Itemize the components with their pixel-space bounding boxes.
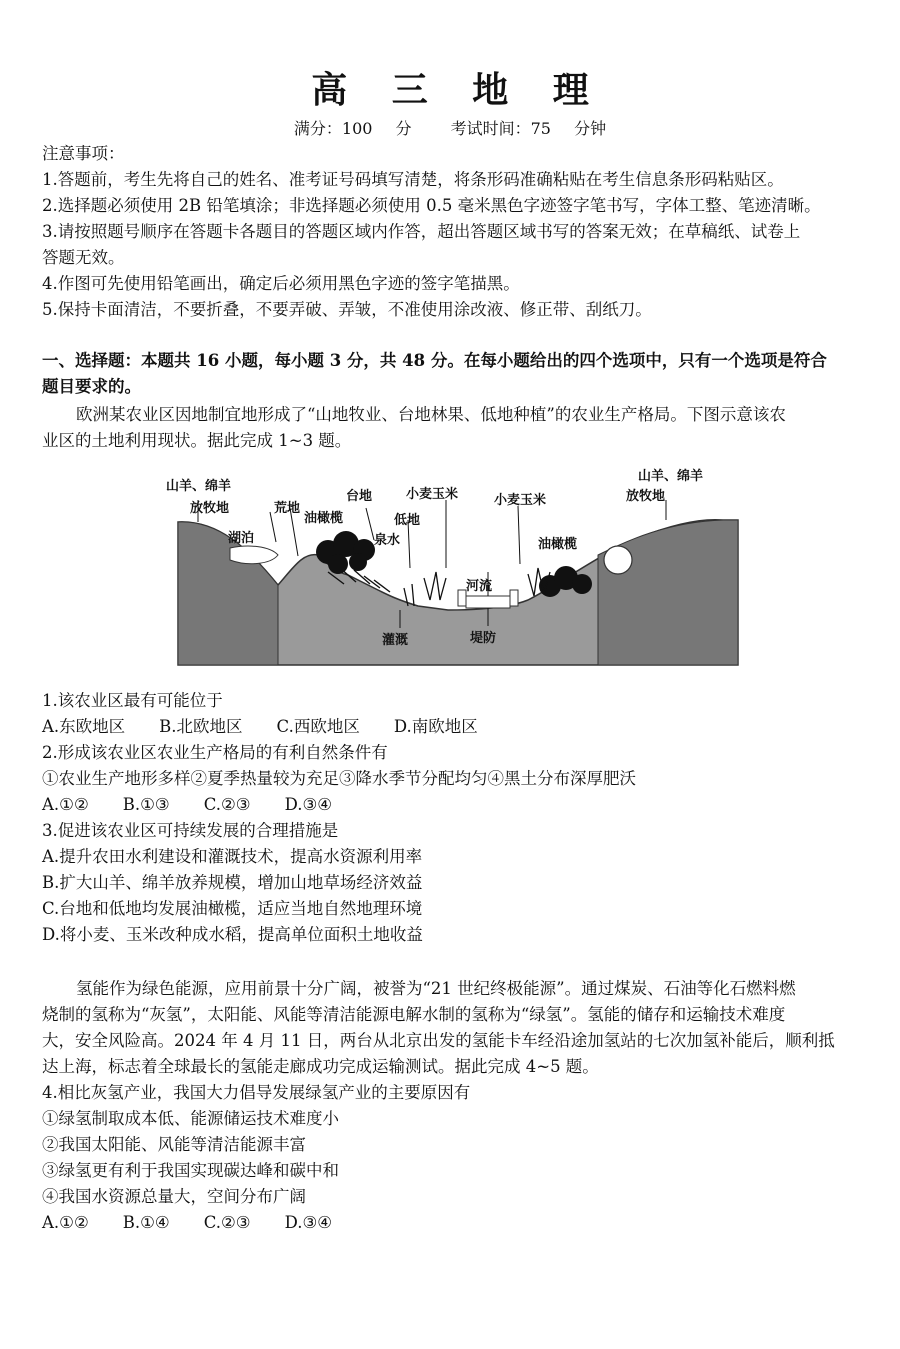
notice-item: 3.请按照题号顺序在答题卡各题目的答题区域内作答，超出答题区域书写的答案无效；在草稿纸、试卷上	[42, 222, 801, 241]
question-4-statement: ②我国太阳能、风能等清洁能源丰富	[42, 1135, 306, 1154]
question-2-statements: ①农业生产地形多样②夏季热量较为充足③降水季节分配均匀④黑土分布深厚肥沃	[42, 769, 636, 788]
question-3-option: B.扩大山羊、绵羊放养规模，增加山地草场经济效益	[42, 873, 423, 892]
label-terrace: 台地	[346, 489, 373, 504]
label-embankment: 堤防	[470, 631, 497, 646]
question-3-option: A.提升农田水利建设和灌溉技术，提高水资源利用率	[42, 847, 423, 866]
option: D.南欧地区	[393, 717, 478, 736]
question-1-options	[42, 714, 862, 740]
passage-intro: 欧洲某农业区因地制宜地形成了“山地牧业、台地林果、低地种植”的农业生产格局。下图示意该农	[76, 405, 786, 424]
passage-hydrogen-cont: 大，安全风险高。2024 年 4 月 11 日，两台从北京出发的氢能卡车经沿途加氢站的七次加氢补能后，顺利抵	[42, 1031, 835, 1050]
option: C.西欧地区	[276, 717, 360, 736]
label-lake: 湖泊	[228, 531, 255, 546]
notice-item: 5.保持卡面清洁，不要折叠，不要弄破、弄皱，不准使用涂改液、修正带、刮纸刀。	[42, 300, 652, 319]
passage-hydrogen-cont: 烧制的氢称为“灰氢”，太阳能、风能等清洁能源电解水制的氢称为“绿氢”。氢能的储存和运输技术难度	[42, 1005, 786, 1024]
option: B.①④	[122, 1213, 170, 1232]
label-goats-left: 山羊、绵羊	[166, 479, 232, 494]
embankment-left	[458, 590, 466, 606]
label-olive-right: 油橄榄	[538, 537, 578, 552]
label-pasture-right: 放牧地	[626, 489, 666, 504]
question-4-statement: ③绿氢更有利于我国实现碳达峰和碳中和	[42, 1161, 339, 1180]
option: A.东欧地区	[42, 717, 126, 736]
question-3: 3.促进该农业区可持续发展的合理措施是	[42, 821, 339, 840]
question-3-option: C.台地和低地均发展油橄榄，适应当地自然地理环境	[42, 899, 423, 918]
label-spring: 泉水	[374, 533, 401, 548]
notice-item: 1.答题前，考生先将自己的姓名、准考证号码填写清楚，将条形码准确粘贴在考生信息条形码粘贴区。	[42, 170, 784, 189]
option: A.①②	[42, 795, 89, 814]
label-wheat-corn-right: 小麦玉米	[494, 493, 547, 508]
question-1: 1.该农业区最有可能位于	[42, 691, 223, 710]
question-4-statement: ④我国水资源总量大，空间分布广阔	[42, 1187, 306, 1206]
passage-hydrogen: 氢能作为绿色能源，应用前景十分广阔，被誉为“21 世纪终极能源”。通过煤炭、石油等化石燃料燃	[76, 979, 796, 998]
notice-item: 2.选择题必须使用 2B 铅笔填涂；非选择题必须使用 0.5 毫米黑色字迹签字笔书写，字体工整、笔迹清晰。	[42, 196, 821, 215]
land-use-diagram	[166, 460, 738, 672]
option: B.①③	[122, 795, 170, 814]
question-4-options	[42, 1210, 862, 1236]
passage-intro-cont: 业区的土地利用现状。据此完成 1~3 题。	[42, 431, 352, 450]
question-3-option: D.将小麦、玉米改种成水稻，提高单位面积土地收益	[42, 925, 423, 944]
question-2: 2.形成该农业区农业生产格局的有利自然条件有	[42, 743, 388, 762]
embankment-right	[510, 590, 518, 606]
exam-info: 满分：100 分 考试时间：75 分钟	[293, 119, 607, 138]
question-4-statement: ①绿氢制取成本低、能源储运技术难度小	[42, 1109, 339, 1128]
option: C.②③	[203, 1213, 251, 1232]
question-4: 4.相比灰氢产业，我国大力倡导发展绿氢产业的主要原因有	[42, 1083, 471, 1102]
notice-heading: 注意事项：	[42, 144, 125, 163]
label-olive-left: 油橄榄	[304, 511, 344, 526]
option: D.③④	[284, 795, 333, 814]
river	[466, 596, 510, 608]
section-heading: 一、选择题：本题共 16 小题，每小题 3 分，共 48 分。在每小题给出的四个选项中，只有一个选项是符合	[42, 351, 827, 370]
passage-hydrogen-cont: 达上海，标志着全球最长的氢能走廊成功完成运输测试。据此完成 4~5 题。	[42, 1057, 599, 1076]
option: A.①②	[42, 1213, 89, 1232]
label-wasteland: 荒地	[274, 501, 301, 516]
page-title: 高 三 地 理	[311, 69, 605, 111]
option: B.北欧地区	[159, 717, 243, 736]
label-wheat-corn-left: 小麦玉米	[406, 487, 459, 502]
label-lowland: 低地	[394, 513, 421, 528]
option: D.③④	[284, 1213, 333, 1232]
section-heading-cont: 题目要求的。	[42, 377, 141, 396]
label-irrigation: 灌溉	[382, 633, 409, 648]
label-river: 河流	[466, 579, 493, 594]
notice-item: 4.作图可先使用铅笔画出，确定后必须用黑色字迹的签字笔描黑。	[42, 274, 520, 293]
question-2-options	[42, 792, 862, 818]
notice-item: 答题无效。	[42, 248, 125, 267]
label-goats-right: 山羊、绵羊	[638, 469, 704, 484]
label-pasture-left: 放牧地	[190, 501, 230, 516]
option: C.②③	[203, 795, 251, 814]
